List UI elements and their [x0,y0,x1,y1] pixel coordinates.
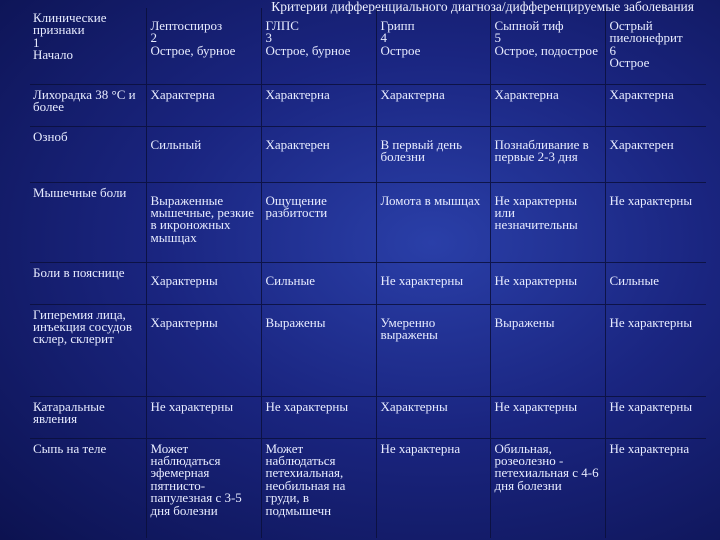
row-label: Мышечные боли [30,182,146,262]
table-cell: Обильная, розеолезно - петехиальная с 4-6 дня болезни [490,438,605,538]
table-row [30,396,706,438]
table-cell: Не характерны [490,262,605,304]
table-cell: Не характерны [605,304,706,396]
header-cell: Грипп 4 Острое [376,8,490,84]
table-row [30,84,706,126]
row-label: Озноб [30,126,146,182]
table-cell: Характерен [261,126,376,182]
table-cell: Может наблюдаться петехиальная, необильная на груди, в подмышечн [261,438,376,538]
header-row [30,8,706,84]
table-cell: Ощущение разбитости [261,182,376,262]
header-cell: Сыпной тиф 5 Острое, подострое [490,8,605,84]
table-cell: Не характерны [146,396,261,438]
differential-diagnosis-table [30,8,706,538]
header-cell: Клинические признаки 1 Начало [33,10,107,63]
table-cell: Характерны [146,262,261,304]
table-cell: Сильные [605,262,706,304]
row-label: Боли в пояснице [30,262,146,304]
table-row [30,262,706,304]
table-cell: Не характерны [605,182,706,262]
table-row [30,182,706,262]
table-cell: Не характерны [376,262,490,304]
header-cell: ГЛПС 3 Острое, бурное [261,8,376,84]
table-cell: Характерны [376,396,490,438]
table-cell: Выраженные мышечные, резкие в икроножных мышцах [146,182,261,262]
header-cell: Лептоспироз 2 Острое, бурное [146,8,261,84]
table-cell: Не характерна [376,438,490,538]
table-cell: Не характерны [261,396,376,438]
table-cell: Познабливание в первые 2-3 дня [490,126,605,182]
row-label: Лихорадка 38 °С и более [30,84,146,126]
table-title: Критерии дифференциального диагноза/дифференцируемые заболевания [271,0,694,14]
table-cell: Умеренно выражены [376,304,490,396]
table-cell: Характерны [146,304,261,396]
table-cell: Не характерна [605,438,706,538]
row-label: Катаральные явления [30,396,146,438]
table-cell: Выражены [261,304,376,396]
row-label: Гиперемия лица, инъекция сосудов склер, склерит [30,304,146,396]
table-cell: Ломота в мышцах [376,182,490,262]
table-cell: Сильные [261,262,376,304]
table-cell: Выражены [490,304,605,396]
table-row [30,126,706,182]
table-cell: Не характерны [605,396,706,438]
table-cell: Может наблюдаться эфемерная пятнисто-папулезная с 3-5 дня болезни [146,438,261,538]
table-cell: Характерна [605,84,706,126]
table-row [30,438,706,538]
header-cell: Острый пиелонефрит 6 Острое [605,8,706,84]
table-cell: Не характерны или незначительны [490,182,605,262]
row-label: Сыпь на теле [30,438,146,538]
table-row [30,304,706,396]
table-cell: В первый день болезни [376,126,490,182]
table-cell: Характерна [376,84,490,126]
table-cell: Характерен [605,126,706,182]
table-cell: Сильный [146,126,261,182]
table-cell: Не характерны [490,396,605,438]
table-cell: Характерна [146,84,261,126]
table-cell: Характерна [261,84,376,126]
table-cell: Характерна [490,84,605,126]
